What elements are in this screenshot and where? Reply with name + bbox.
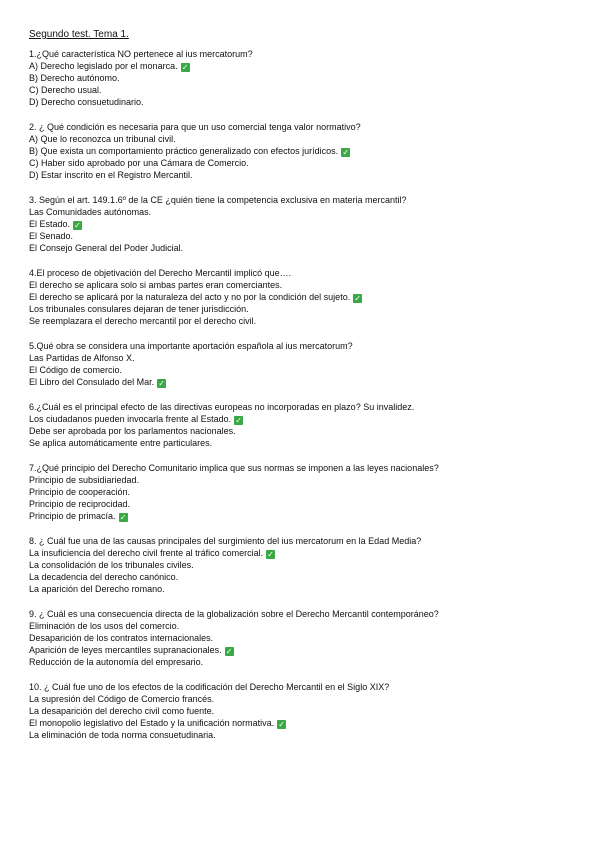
answer-option xyxy=(29,571,589,583)
question-block xyxy=(29,608,589,668)
answer-option-text: Los ciudadanos pueden invocarla frente al Estado. xyxy=(29,414,232,424)
answer-option-text: El monopolio legislativo del Estado y la unificación normativa. xyxy=(29,718,275,728)
answer-option xyxy=(29,498,589,510)
answer-option-text: El derecho se aplicara solo si ambas partes eran comerciantes. xyxy=(29,280,283,290)
answer-option xyxy=(29,547,589,559)
question-block xyxy=(29,194,589,254)
question-text: 1.¿Qué característica NO pertenece al ius mercatorum? xyxy=(29,49,253,59)
answer-option xyxy=(29,133,589,145)
answer-option-text: Se reemplazara el derecho mercantil por el derecho civil. xyxy=(29,316,257,326)
answer-option xyxy=(29,729,589,741)
question-block xyxy=(29,121,589,181)
answer-option xyxy=(29,230,589,242)
answer-option-text: Debe ser aprobada por los parlamentos nacionales. xyxy=(29,426,236,436)
answer-option xyxy=(29,60,589,72)
question-list xyxy=(29,48,589,741)
question-block xyxy=(29,267,589,327)
answer-option-text: Los tribunales consulares dejaran de tener jurisdicción. xyxy=(29,304,249,314)
question-text: 8. ¿ Cuál fue una de las causas principales del surgimiento del ius mercatorum en la Edad Media? xyxy=(29,536,422,546)
answer-option xyxy=(29,242,589,254)
answer-option-text: La eliminación de toda norma consuetudinaria. xyxy=(29,730,216,740)
answer-option-text: El Senado. xyxy=(29,231,74,241)
answer-option-text: Las Partidas de Alfonso X. xyxy=(29,353,135,363)
answer-option xyxy=(29,364,589,376)
answer-option xyxy=(29,279,589,291)
answer-option xyxy=(29,206,589,218)
question-block xyxy=(29,681,589,741)
answer-option-text: Desaparición de los contratos internacionales. xyxy=(29,633,214,643)
question-text: 7.¿Qué principio del Derecho Comunitario implica que sus normas se imponen a las leyes nacionales? xyxy=(29,463,439,473)
check-mark-icon: ✓ xyxy=(267,550,274,559)
answer-option xyxy=(29,352,589,364)
answer-option xyxy=(29,96,589,108)
answer-option-text: La decadencia del derecho canónico. xyxy=(29,572,179,582)
question-text: 6.¿Cuál es el principal efecto de las directivas europeas no incorporadas en plazo? Su invalidez. xyxy=(29,402,415,412)
question-text: 2. ¿ Qué condición es necesaria para que un uso comercial tenga valor normativo? xyxy=(29,122,361,132)
question-block xyxy=(29,48,589,108)
answer-option-text: Principio de cooperación. xyxy=(29,487,131,497)
answer-option-text: D) Derecho consuetudinario. xyxy=(29,97,144,107)
answer-option xyxy=(29,486,589,498)
answer-option xyxy=(29,218,589,230)
check-mark-icon: ✓ xyxy=(181,63,189,72)
answer-option xyxy=(29,510,589,522)
answer-option-text: A) Que lo reconozca un tribunal civil. xyxy=(29,134,176,144)
answer-option xyxy=(29,157,589,169)
answer-option-text: Principio de subsidiariedad. xyxy=(29,475,140,485)
check-mark-icon: ✓ xyxy=(354,294,362,303)
answer-option xyxy=(29,425,589,437)
answer-option xyxy=(29,717,589,729)
answer-option-text: B) Derecho autónomo. xyxy=(29,73,120,83)
answer-option-text: La desaparición del derecho civil como fuente. xyxy=(29,706,215,716)
answer-option-text: El Estado. xyxy=(29,219,71,229)
answer-option-text: La consolidación de los tribunales civiles. xyxy=(29,560,194,570)
check-mark-icon: ✓ xyxy=(235,416,242,425)
check-mark-icon: ✓ xyxy=(119,513,127,522)
check-mark-icon: ✓ xyxy=(278,720,285,729)
check-mark-icon: ✓ xyxy=(225,647,233,656)
document-content xyxy=(29,29,589,754)
answer-option-text: El derecho se aplicará por la naturaleza del acto y no por la condición del sujeto. xyxy=(29,292,351,302)
answer-option-text: Se aplica automáticamente entre particulares. xyxy=(29,438,213,448)
answer-option-text: B) Que exista un comportamiento práctico generalizado con efectos jurídicos. xyxy=(29,146,339,156)
question-text: 9. ¿ Cuál es una consecuencia directa de la globalización sobre el Derecho Mercantil contemporáneo? xyxy=(29,609,439,619)
answer-option-text: La aparición del Derecho romano. xyxy=(29,584,165,594)
answer-option-text: Aparición de leyes mercantiles supranacionales. xyxy=(29,645,222,655)
answer-option-text: Principio de reciprocidad. xyxy=(29,499,131,509)
check-mark-icon: ✓ xyxy=(158,379,165,388)
answer-option xyxy=(29,303,589,315)
answer-option xyxy=(29,632,589,644)
question-text: 3. Según el art. 149.1.6º de la CE ¿quién tiene la competencia exclusiva en materia mercantil? xyxy=(29,195,407,205)
answer-option xyxy=(29,413,589,425)
answer-option-text: Eliminación de los usos del comercio. xyxy=(29,621,180,631)
check-mark-icon: ✓ xyxy=(342,148,350,157)
check-mark-icon: ✓ xyxy=(74,221,81,230)
answer-option xyxy=(29,644,589,656)
question-text: 5.Qué obra se considera una importante aportación española al ius mercatorum? xyxy=(29,341,353,351)
question-text: 10. ¿ Cuál fue uno de los efectos de la codificación del Derecho Mercantil en el Siglo XIX? xyxy=(29,682,390,692)
answer-option-text: C) Derecho usual. xyxy=(29,85,102,95)
answer-option xyxy=(29,620,589,632)
answer-option xyxy=(29,705,589,717)
answer-option-text: Reducción de la autonomía del empresario. xyxy=(29,657,204,667)
answer-option xyxy=(29,84,589,96)
answer-option-text: D) Estar inscrito en el Registro Mercantil. xyxy=(29,170,193,180)
answer-option xyxy=(29,559,589,571)
answer-option xyxy=(29,656,589,668)
answer-option xyxy=(29,693,589,705)
question-block xyxy=(29,401,589,449)
answer-option-text: Principio de primacía. xyxy=(29,511,116,521)
answer-option xyxy=(29,437,589,449)
question-block xyxy=(29,462,589,522)
answer-option-text: C) Haber sido aprobado por una Cámara de Comercio. xyxy=(29,158,249,168)
answer-option xyxy=(29,291,589,303)
answer-option-text: Las Comunidades autónomas. xyxy=(29,207,152,217)
question-block xyxy=(29,535,589,595)
answer-option-text: El Libro del Consulado del Mar. xyxy=(29,377,155,387)
answer-option-text: A) Derecho legislado por el monarca. xyxy=(29,61,178,71)
answer-option xyxy=(29,315,589,327)
answer-option xyxy=(29,376,589,388)
answer-option xyxy=(29,474,589,486)
answer-option-text: El Código de comercio. xyxy=(29,365,123,375)
answer-option xyxy=(29,72,589,84)
answer-option-text: La insuficiencia del derecho civil frente al tráfico comercial. xyxy=(29,548,264,558)
answer-option-text: La supresión del Código de Comercio francés. xyxy=(29,694,215,704)
question-text: 4.El proceso de objetivación del Derecho Mercantil implicó que…. xyxy=(29,268,292,278)
answer-option xyxy=(29,145,589,157)
answer-option xyxy=(29,169,589,181)
answer-option-text: El Consejo General del Poder Judicial. xyxy=(29,243,184,253)
question-block xyxy=(29,340,589,388)
answer-option xyxy=(29,583,589,595)
document-title: Segundo test. Tema 1. xyxy=(29,29,129,40)
